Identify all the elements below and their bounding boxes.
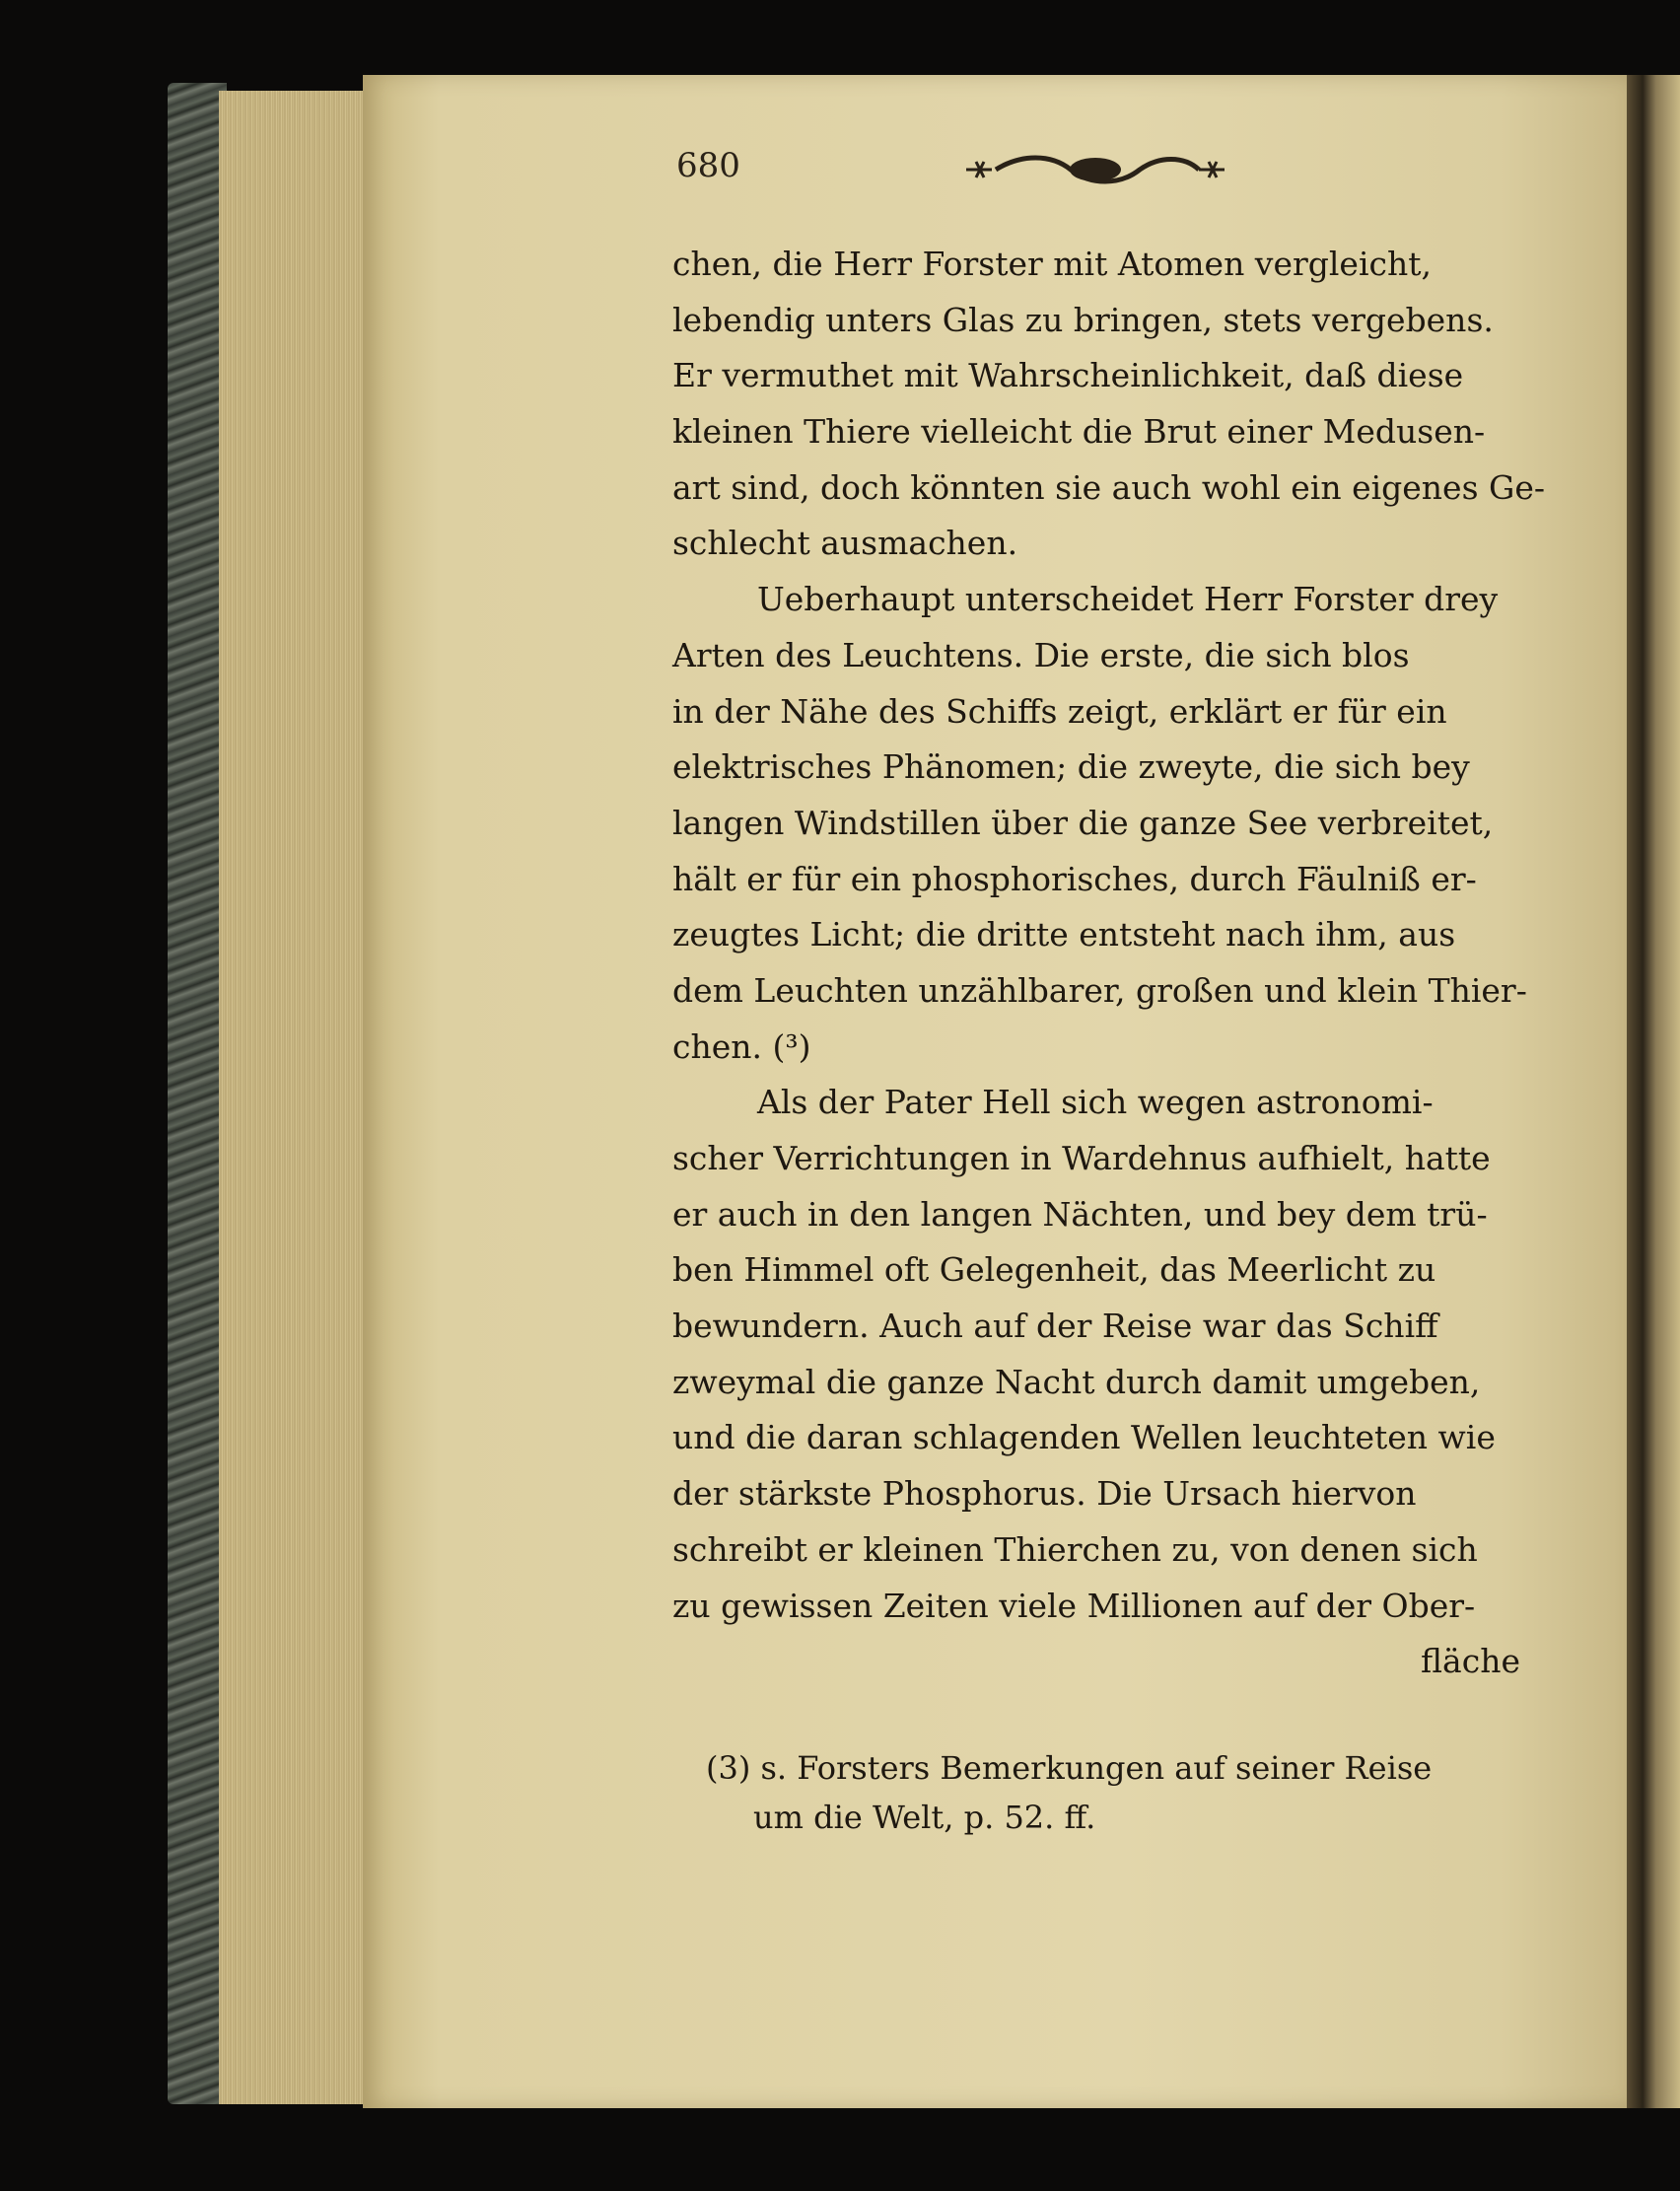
text-line: ben Himmel oft Gelegenheit, das Meerlicht zu [672,1250,1436,1290]
book-gutter [1627,75,1680,2108]
text-line: Ueberhaupt unterscheidet Herr Forster drey [757,580,1499,619]
text-line: zweymal die ganze Nacht durch damit umgeben, [672,1362,1481,1401]
text-line: er auch in den langen Nächten, und bey dem trü- [672,1194,1488,1234]
typographic-ornament-icon [962,152,1228,187]
book-cover [168,83,227,2104]
footnote-line: um die Welt, p. 52. ff. [753,1799,1096,1836]
text-line: Als der Pater Hell sich wegen astronomi- [757,1083,1434,1122]
text-line: hält er für ein phosphorisches, durch Fäulniß er- [672,859,1477,898]
text-line: dem Leuchten unzählbarer, großen und klein Thier- [672,970,1527,1010]
text-line: art sind, doch könnten sie auch wohl ein eigenes Ge- [672,467,1546,507]
text-line: schlecht ausmachen. [672,524,1018,563]
text-line: lebendig unters Glas zu bringen, stets vergebens. [672,300,1494,339]
text-line: kleinen Thiere vielleicht die Brut einer Medusen- [672,412,1486,452]
footnote [706,1743,1524,1842]
text-line: chen. (³) [672,1026,811,1066]
text-line: langen Windstillen über die ganze See verbreitet, [672,803,1494,842]
text-line: elektrisches Phänomen; die zweyte, die sich bey [672,747,1470,787]
text-line: bewundern. Auch auf der Reise war das Schiff [672,1307,1438,1346]
page-number: 680 [676,146,740,185]
text-line: Arten des Leuchtens. Die erste, die sich blos [672,635,1410,674]
catchword: fläche [1421,1642,1520,1681]
text-line: der stärkste Phosphorus. Die Ursach hiervon [672,1474,1417,1514]
text-line: zu gewissen Zeiten viele Millionen auf der Ober- [672,1586,1476,1625]
text-line: zeugtes Licht; die dritte entsteht nach ihm, aus [672,915,1456,954]
text-line: scher Verrichtungen in Wardehnus aufhielt, hatte [672,1139,1491,1177]
page-edges [219,91,367,2104]
text-line: schreibt er kleinen Thierchen zu, von denen sich [672,1529,1478,1569]
body-text [672,237,1546,1690]
text-line: chen, die Herr Forster mit Atomen vergleicht, [672,245,1433,283]
page-header [676,146,1228,195]
text-line: und die daran schlagenden Wellen leuchteten wie [672,1418,1496,1457]
footnote-line: (3) s. Forsters Bemerkungen auf seiner Reise [706,1749,1433,1787]
text-line: Er vermuthet mit Wahrscheinlichkeit, daß diese [672,356,1464,395]
text-line: in der Nähe des Schiffs zeigt, erklärt er für ein [672,691,1447,731]
